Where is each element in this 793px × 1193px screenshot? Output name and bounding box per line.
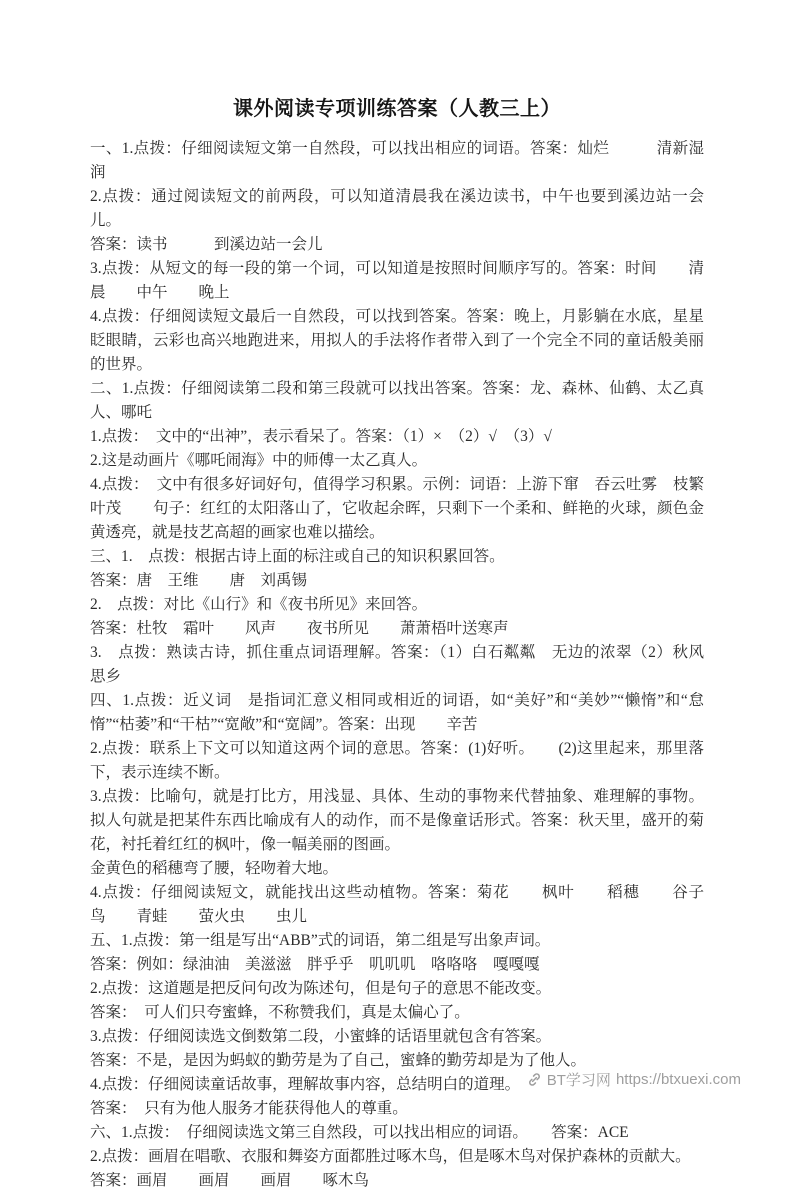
paragraph: 答案： 只有为他人服务才能获得他人的尊重。 [90,1100,408,1117]
paragraph: 2.点拨：这道题是把反问句改为陈述句，但是句子的意思不能改变。 [90,980,552,997]
paragraph: 五、1.点拨：第一组是写出“ABB”式的词语，第二组是写出象声词。 [90,932,551,949]
footer [527,1069,741,1090]
paragraph: 三、1. 点拨：根据古诗上面的标注或自己的知识积累回答。 [90,548,505,565]
link-icon [527,1072,542,1087]
paragraph: 答案：读书 到溪边站一会儿 [90,236,323,253]
paragraph: 一、1.点拨：仔细阅读短文第一自然段，可以找出相应的词语。答案：灿烂 清新湿润 [90,140,704,181]
document-title: 课外阅读专项训练答案（人教三上） [233,98,561,120]
paragraph: 答案： 可人们只夸蜜蜂，不称赞我们，真是太偏心了。 [90,1004,470,1021]
paragraph: 1.点拨： 文中的“出神”，表示看呆了。答案：（1）× （2）√ （3）√ [90,428,552,445]
paragraph: 3.点拨：仔细阅读选文倒数第二段，小蜜蜂的话语里就包含有答案。 [90,1028,552,1045]
paragraph: 2.点拨：联系上下文可以知道这两个词的意思。答案：(1)好听。 (2)这里起来，那里落下，表示连续不断。 [90,740,704,781]
paragraph: 2.这是动画片《哪吒闹海》中的师傅一太乙真人。 [90,452,428,469]
paragraph: 答案：杜牧 霜叶 风声 夜书所见 萧萧梧叶送寒声 [90,620,509,637]
paragraph: 4.点拨：仔细阅读短文，就能找出这些动植物。答案：菊花 枫叶 稻穗 谷子 鸟 青蛙 萤火虫 虫儿 [90,884,736,925]
paragraph: 答案：唐 王维 唐 刘禹锡 [90,572,308,589]
paragraph: 2.点拨：通过阅读短文的前两段，可以知道清晨我在溪边读书，中午也要到溪边站一会儿。 [90,188,704,229]
paragraph: 六、1.点拨： 仔细阅读选文第三自然段，可以找出相应的词语。 答案：ACE [90,1124,629,1141]
paragraph: 二、1.点拨：仔细阅读第二段和第三段就可以找出答案。答案：龙、森林、仙鹤、太乙真人、哪吒 [90,380,704,421]
paragraph: 答案：例如：绿油油 美滋滋 胖乎乎 叽叽叽 咯咯咯 嘎嘎嘎 [90,956,540,973]
paragraph: 2. 点拨：对比《山行》和《夜书所见》来回答。 [90,596,428,613]
paragraph: 答案：画眉 画眉 画眉 啄木鸟 [90,1172,370,1189]
paragraph: 2.点拨：画眉在唱歌、衣服和舞姿方面都胜过啄木鸟，但是啄木鸟对保护森林的贡献大。 [90,1148,691,1165]
paragraph: 3.点拨：比喻句，就是打比方，用浅显、具体、生动的事物来代替抽象、难理解的事物。拟人句就是把某件东西比喻成有人的动作，而不是像童话形式。答案：秋天里，盛开的菊花，衬托着红红的枫叶，像一幅美丽的图画。 [90,788,704,853]
footer-url[interactable]: https://btxuexi.com [615,1071,741,1088]
paragraph: 答案：不是，是因为蚂蚁的勤劳是为了自己，蜜蜂的勤劳却是为了他人。 [90,1052,587,1069]
paragraph: 3.点拨：从短文的每一段的第一个词，可以知道是按照时间顺序写的。答案：时间 清晨 中午 晚上 [90,260,704,301]
paragraph: 4.点拨： 文中有很多好词好句，值得学习积累。示例：词语：上游下窜 吞云吐雾 枝繁叶茂 句子：红红的太阳落山了，它收起余晖，只剩下一个柔和、鲜艳的火球，颜色金黄透亮，就是技艺高超的画家也难以描绘。 [90,476,704,541]
paragraph: 金黄色的稻穗弯了腰，轻吻着大地。 [90,860,339,877]
document-body [90,137,736,1193]
paragraph: 4.点拨：仔细阅读短文最后一自然段，可以找到答案。答案：晚上，月影躺在水底，星星眨眼睛，云彩也高兴地跑进来，用拟人的手法将作者带入到了一个完全不同的童话般美丽的世界。 [90,308,704,373]
paragraph: 4.点拨：仔细阅读童话故事，理解故事内容，总结明白的道理。 [90,1076,521,1093]
paragraph: 四、1.点拨：近义词 是指词汇意义相同或相近的词语，如“美好”和“美妙”“懒惰”和“怠惰”“枯萎”和“干枯”“宽敞”和“宽阔”。答案：出现 辛苦 [90,692,704,733]
paragraph: 3. 点拨：熟读古诗，抓住重点词语理解。答案：（1）白石粼粼 无边的浓翠（2）秋风 思乡 [90,644,720,685]
footer-site-name: BT学习网 [546,1072,611,1089]
